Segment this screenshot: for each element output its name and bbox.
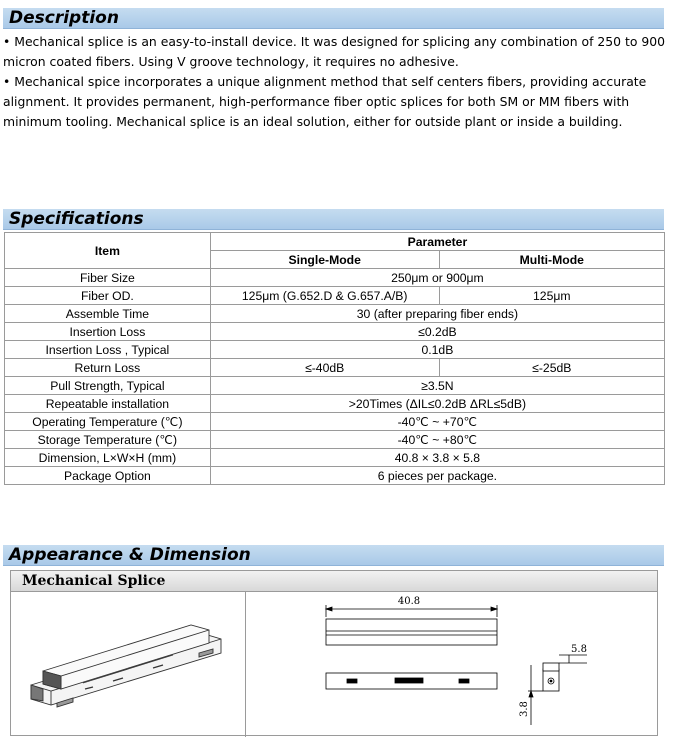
row-item: Assemble Time (5, 305, 211, 323)
dimension-length-label: 40.8 (397, 596, 421, 607)
table-row (5, 413, 665, 431)
row-value-sm: ≤-40dB (210, 359, 439, 377)
appearance-header-bar (3, 545, 664, 566)
row-value-mm: 125μm (439, 287, 664, 305)
specifications-table (4, 232, 665, 485)
table-header-row (5, 233, 665, 251)
row-item: Return Loss (5, 359, 211, 377)
header-single-mode: Single-Mode (210, 251, 439, 269)
row-value-mm: ≤-25dB (439, 359, 664, 377)
description-paragraph-2: • Mechanical spice incorporates a unique alignment method that self centers fibers, providing accurate alignment. It provides permanent, high-performance fiber optic splices for both SM or MM fibers with minimum tooling. Mechanical splice is an ideal solution, either for outside plant or inside a building. (3, 74, 647, 129)
row-item: Dimension, L×W×H (mm) (5, 449, 211, 467)
row-item: Package Option (5, 467, 211, 485)
table-row (5, 341, 665, 359)
row-item: Pull Strength, Typical (5, 377, 211, 395)
table-row (5, 323, 665, 341)
table-row (5, 395, 665, 413)
dimension-height-label: 5.8 (571, 644, 587, 655)
row-value: ≥3.5N (210, 377, 664, 395)
row-value: 40.8 × 3.8 × 5.8 (210, 449, 664, 467)
dimension-width-label: 3.8 (519, 701, 530, 717)
row-item: Storage Temperature (℃) (5, 431, 211, 449)
row-item: Insertion Loss , Typical (5, 341, 211, 359)
row-value-sm: 125μm (G.652.D & G.657.A/B) (210, 287, 439, 305)
description-header-bar (3, 8, 664, 29)
appearance-box (10, 570, 658, 736)
header-parameter: Parameter (210, 233, 664, 251)
dimension-drawing (323, 595, 653, 735)
appearance-box-label: Mechanical Splice (22, 573, 166, 589)
table-row (5, 431, 665, 449)
table-row (5, 467, 665, 485)
table-row (5, 305, 665, 323)
header-item: Item (5, 233, 211, 269)
specifications-title: Specifications (9, 209, 144, 229)
table-row (5, 449, 665, 467)
row-value: 30 (after preparing fiber ends) (210, 305, 664, 323)
appearance-box-header (11, 571, 657, 592)
table-row (5, 269, 665, 287)
mechanical-splice-illustration (23, 605, 228, 727)
table-row (5, 287, 665, 305)
description-title: Description (9, 8, 119, 28)
row-value: -40℃ ~ +80℃ (210, 431, 664, 449)
row-value: 0.1dB (210, 341, 664, 359)
description-paragraph-1: • Mechanical splice is an easy-to-install device. It was designed for splicing any combination of 250 to 900 micron coated fibers. Using V groove technology, it requires no adhesive. (3, 34, 666, 69)
row-item: Fiber OD. (5, 287, 211, 305)
description-body (3, 32, 665, 132)
row-value: >20Times (ΔIL≤0.2dB ΔRL≤5dB) (210, 395, 664, 413)
row-value: 250μm or 900μm (210, 269, 664, 287)
row-item: Fiber Size (5, 269, 211, 287)
table-row (5, 377, 665, 395)
row-item: Insertion Loss (5, 323, 211, 341)
row-value: -40℃ ~ +70℃ (210, 413, 664, 431)
row-item: Repeatable installation (5, 395, 211, 413)
table-row (5, 359, 665, 377)
specifications-header-bar (3, 209, 664, 230)
row-item: Operating Temperature (℃) (5, 413, 211, 431)
row-value: ≤0.2dB (210, 323, 664, 341)
appearance-title: Appearance & Dimension (9, 545, 251, 565)
appearance-divider (245, 592, 246, 737)
header-multi-mode: Multi-Mode (439, 251, 664, 269)
row-value: 6 pieces per package. (210, 467, 664, 485)
